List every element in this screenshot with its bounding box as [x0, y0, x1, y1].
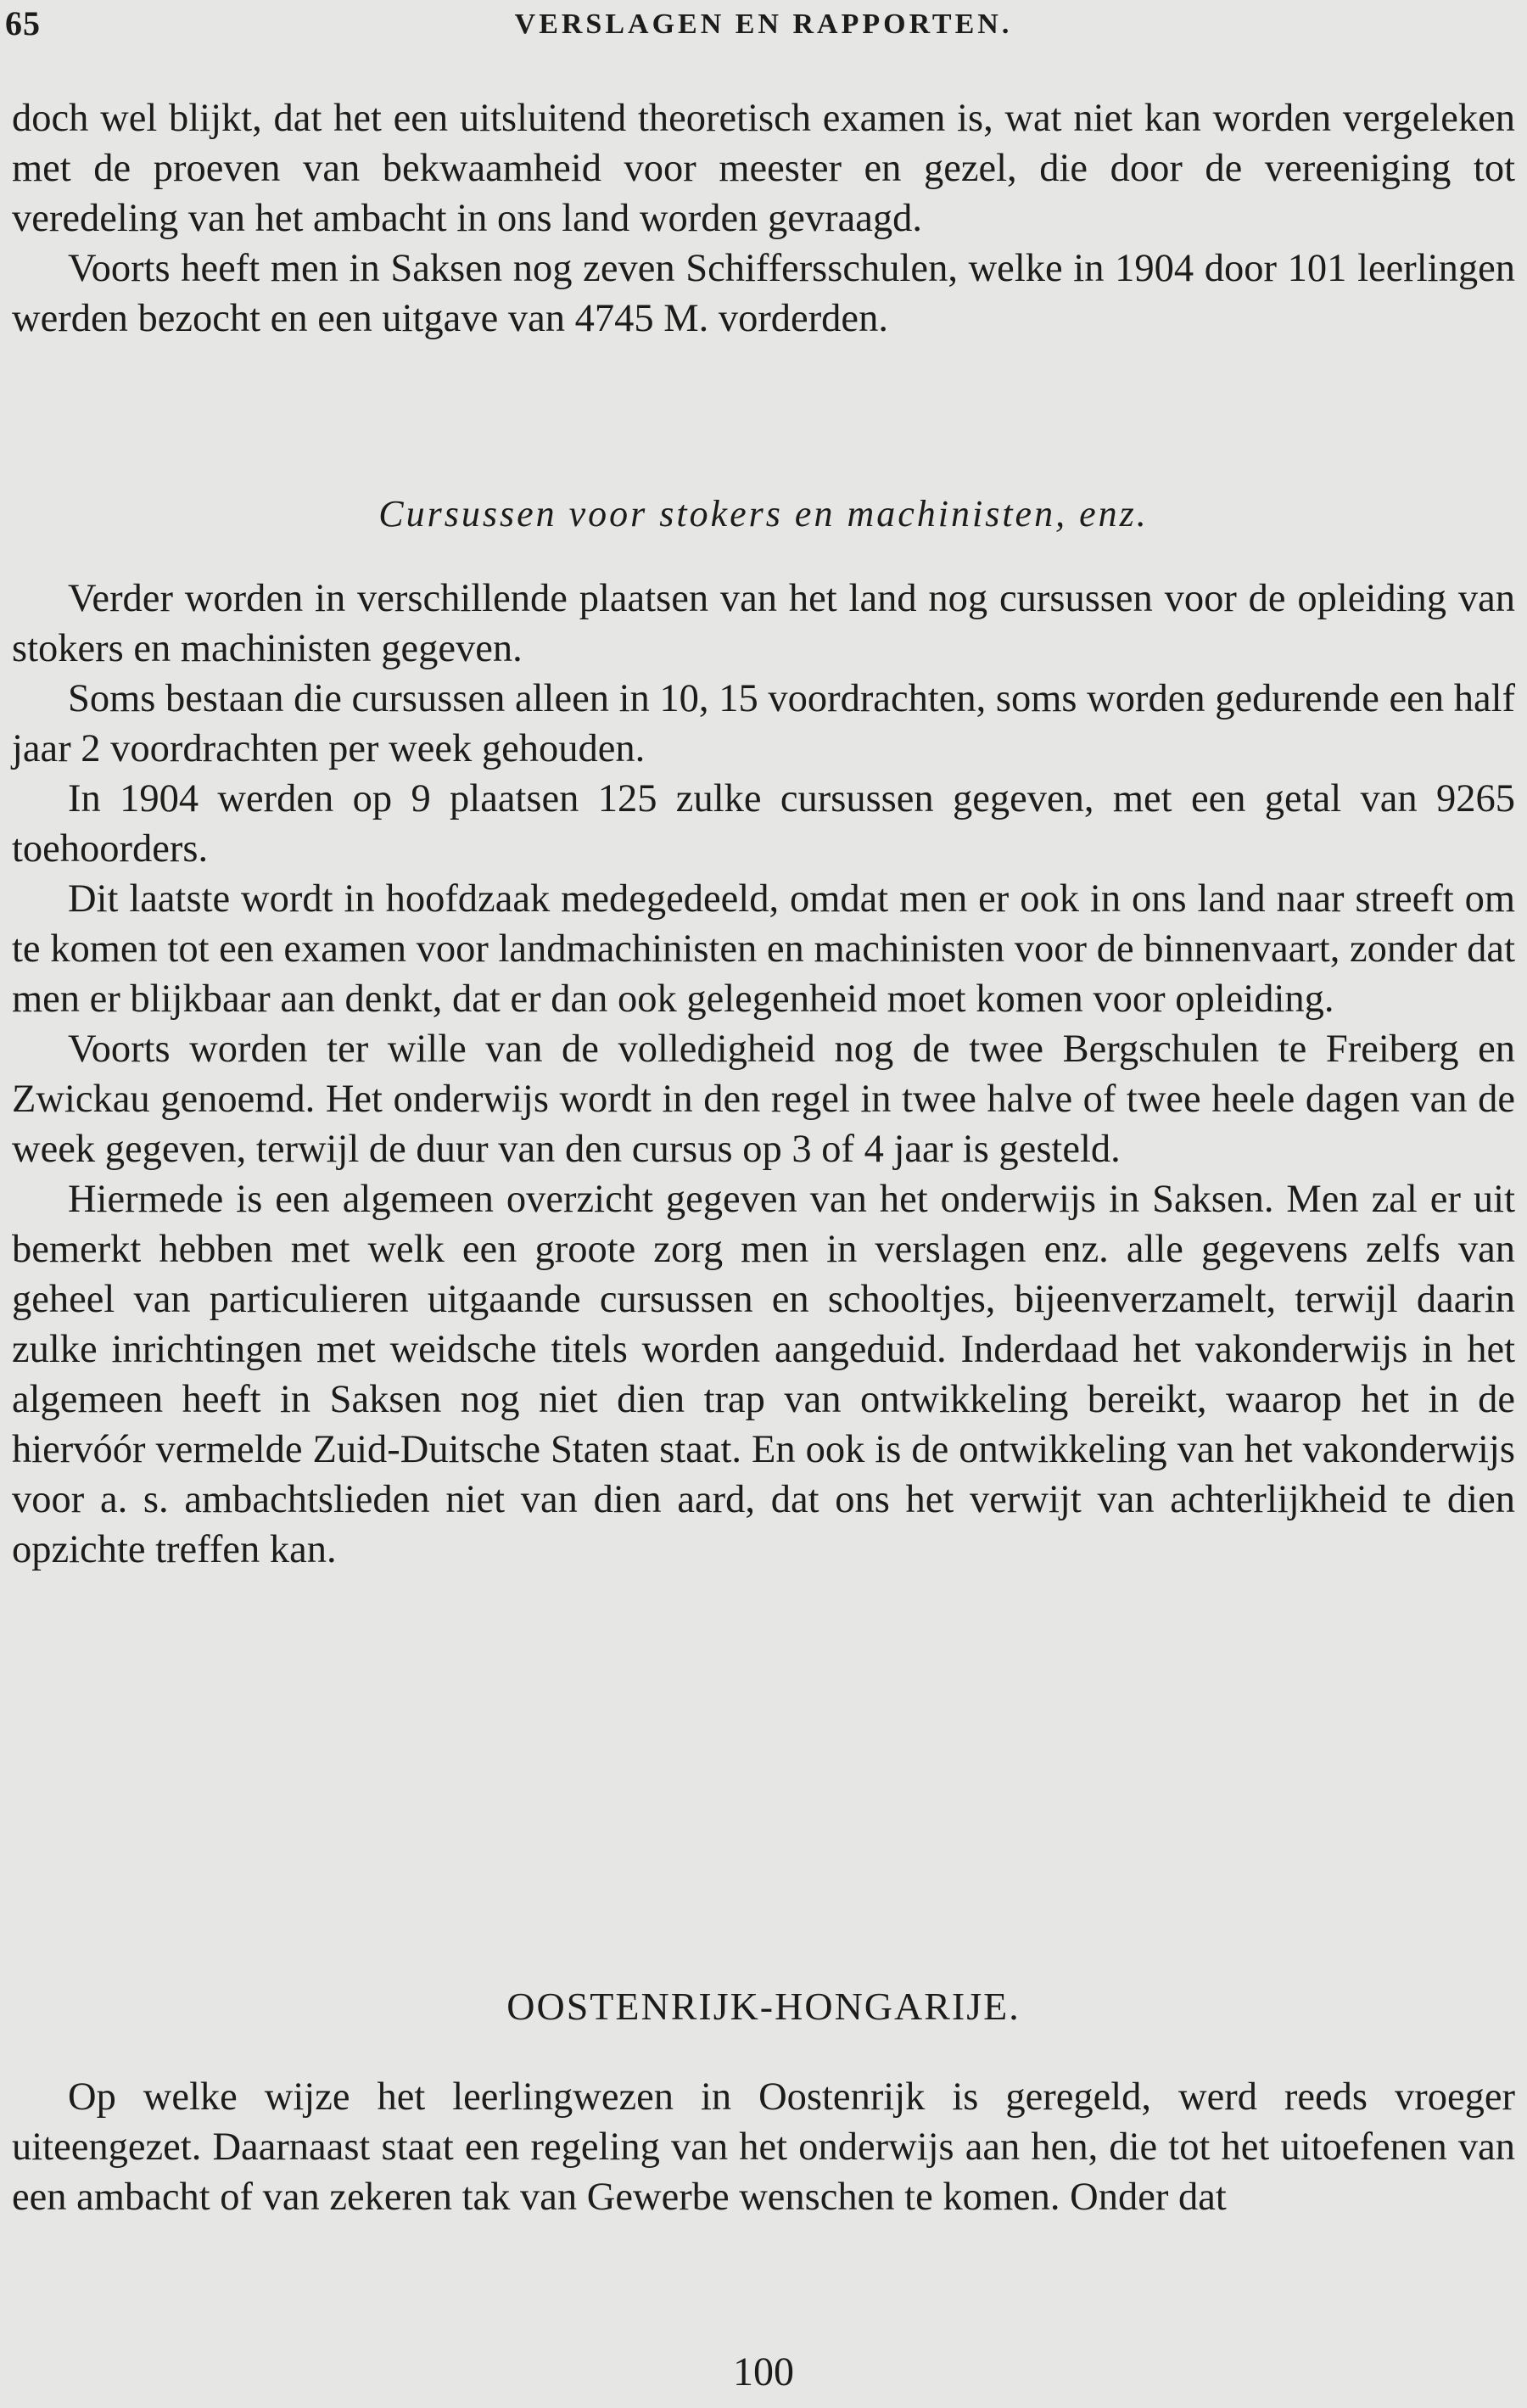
subsection-heading: Cursussen voor stokers en machinisten, enz. [378, 493, 1149, 535]
page-number: 65 [5, 4, 41, 42]
text-block-saxony-exams [12, 93, 1515, 344]
running-head [0, 0, 1527, 51]
paragraph: Hiermede is een algemeen overzicht gegeven van het onderwijs in Saksen. Men zal er uit bemerkt hebben met welk een groote zorg men in verslagen enz. alle gegevens zelfs van geheel van particulieren uitgaande cursussen en schooltjes, bijeenverzamelt, terwijl daarin zulke inrichtingen met weidsche titels worden aangeduid. Inderdaad het vakonderwijs in het algemeen heeft in Saksen nog niet dien trap van ontwikkeling bereikt, waarop het in de hiervóór vermelde Zuid-Duitsche Staten staat. En ook is de ontwikkeling van het vakonderwijs voor a. s. ambachtslieden niet van dien aard, dat ons het verwijt van achterlijkheid te dien opzichte treffen kan. [12, 1178, 1515, 1571]
text-block-austria [12, 2072, 1515, 2222]
section-heading: OOSTENRIJK-HONGARIJE. [506, 1985, 1021, 2028]
paragraph: Soms bestaan die cursussen alleen in 10, 15 voordrachten, soms worden gedurende een half jaar 2 voordrachten per week gehouden. [12, 677, 1515, 770]
running-head-title: VERSLAGEN EN RAPPORTEN. [514, 8, 1013, 40]
paragraph: Voorts worden ter wille van de volledigheid nog de twee Bergschulen te Freiberg en Zwickau genoemd. Het onderwijs wordt in den regel in twee halve of twee heele dagen van de week gegeven, terwijl de duur van den cursus op 3 of 4 jaar is gesteld. [12, 1028, 1515, 1171]
paragraph: Verder worden in verschillende plaatsen van het land nog cursussen voor de opleiding van stokers en machinisten gegeven. [12, 577, 1515, 670]
paragraph: Dit laatste wordt in hoofdzaak medegedeeld, omdat men er ook in ons land naar streeft om te komen tot een examen voor landmachinisten en machinisten voor de binnenvaart, zonder dat men er blijkbaar aan denkt, dat er dan ook gelegenheid moet komen voor opleiding. [12, 877, 1515, 1021]
text-block-courses [12, 574, 1515, 1575]
paragraph: Voorts heeft men in Saksen nog zeven Schiffersschulen, welke in 1904 door 101 leerlingen werden bezocht en een uitgave van 4745 M. vorderden. [12, 247, 1515, 340]
paragraph: doch wel blijkt, dat het een uitsluitend theoretisch examen is, wat niet kan worden vergeleken met de proeven van bekwaamheid voor meester en gezel, die door de vereeniging tot veredeling van het ambacht in ons land worden gevraagd. [12, 97, 1515, 240]
paragraph: Op welke wijze het leerlingwezen in Oostenrijk is geregeld, werd reeds vroeger uiteengezet. Daarnaast staat een regeling van het onderwijs aan hen, die tot het uitoefenen van een ambacht of van zekeren tak van Gewerbe wenschen te komen. Onder dat [12, 2075, 1515, 2219]
paragraph: In 1904 werden op 9 plaatsen 125 zulke cursussen gegeven, met een getal van 9265 toehoorders. [12, 777, 1515, 871]
footer-page-number: 100 [733, 2349, 794, 2394]
